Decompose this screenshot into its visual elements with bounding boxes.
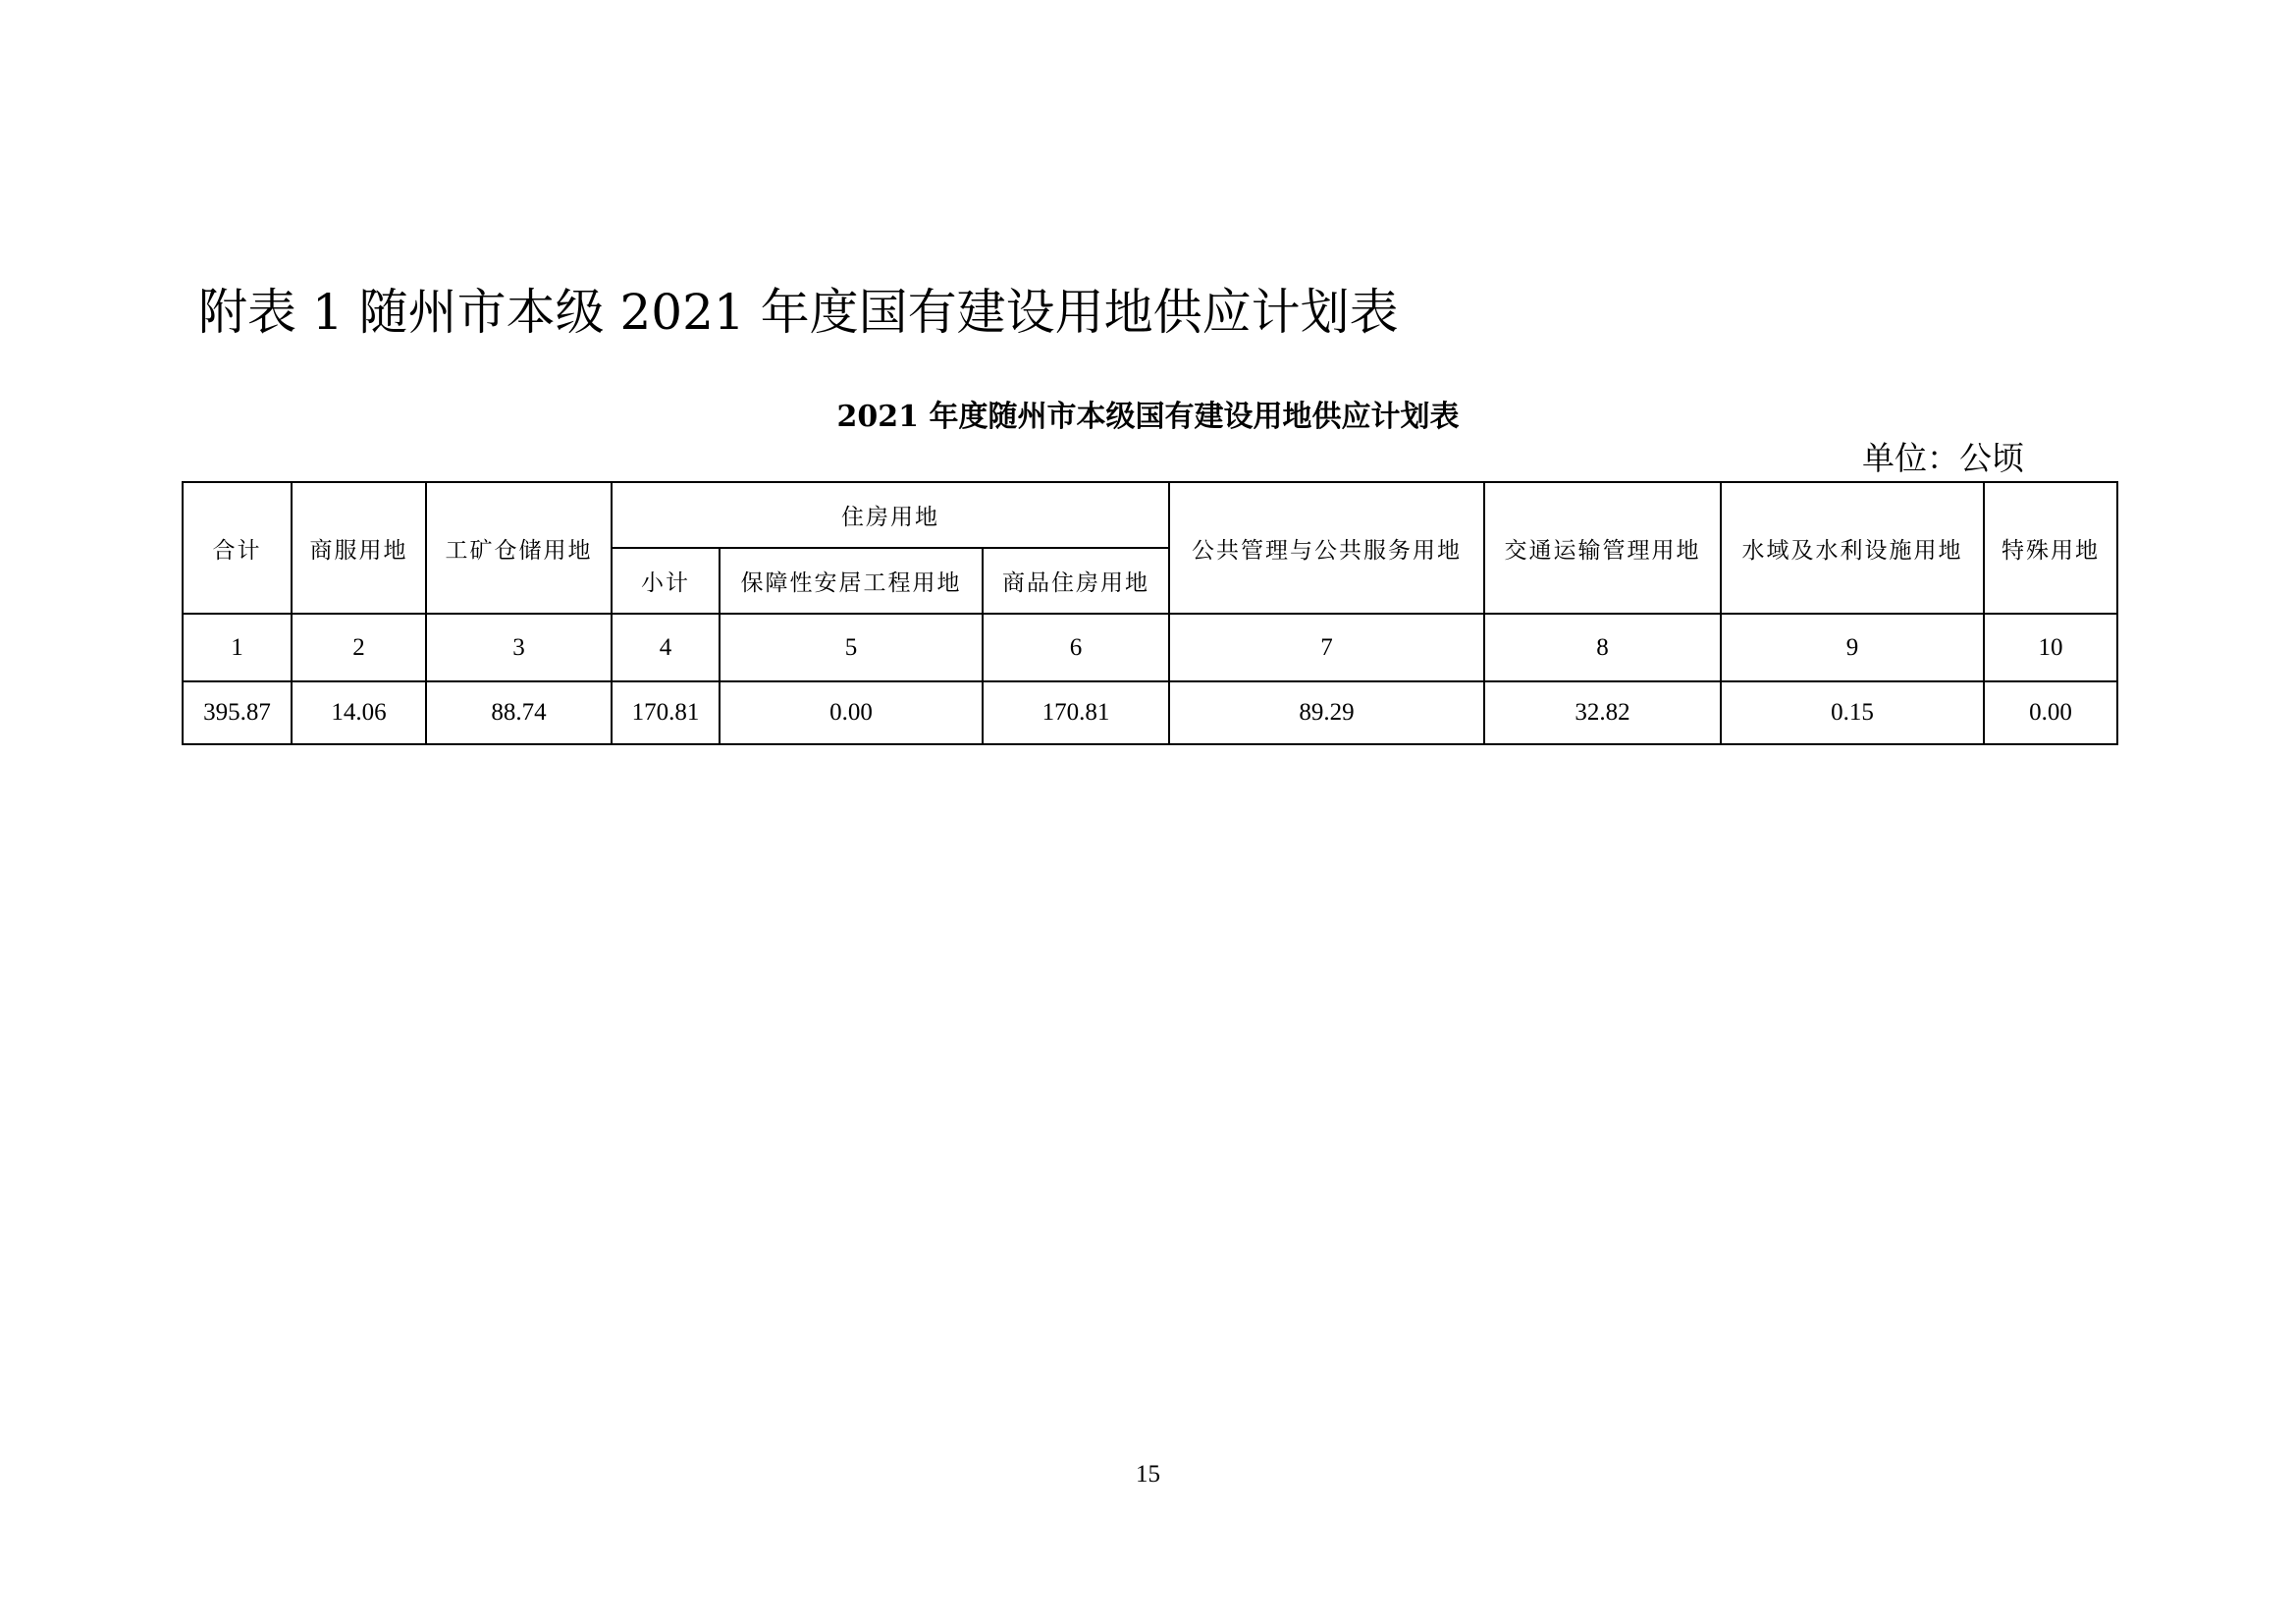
header-total: 合计 (183, 482, 292, 614)
table-index-row (183, 614, 2117, 681)
page-heading: 附表 1 随州市本级 2021 年度国有建设用地供应计划表 (198, 284, 1399, 341)
index-cell: 8 (1484, 614, 1721, 681)
value-special: 0.00 (1984, 681, 2117, 744)
header-housing-commercial: 商品住房用地 (983, 548, 1169, 614)
value-commercial: 14.06 (292, 681, 426, 744)
value-total: 395.87 (183, 681, 292, 744)
value-housing-affordable: 0.00 (720, 681, 983, 744)
index-cell: 7 (1169, 614, 1484, 681)
land-supply-plan-table (182, 481, 2118, 745)
index-cell: 6 (983, 614, 1169, 681)
table-value-row (183, 681, 2117, 744)
header-public-service: 公共管理与公共服务用地 (1169, 482, 1484, 614)
index-cell: 10 (1984, 614, 2117, 681)
value-housing-subtotal: 170.81 (612, 681, 720, 744)
unit-label: 单位：公顷 (1862, 439, 2024, 477)
index-cell: 1 (183, 614, 292, 681)
header-housing-subtotal: 小计 (612, 548, 720, 614)
table-header-row-1 (183, 482, 2117, 548)
index-cell: 5 (720, 614, 983, 681)
index-cell: 3 (426, 614, 612, 681)
value-public-service: 89.29 (1169, 681, 1484, 744)
header-water: 水域及水利设施用地 (1721, 482, 1984, 614)
page-number: 15 (1136, 1461, 1160, 1488)
value-water: 0.15 (1721, 681, 1984, 744)
index-cell: 4 (612, 614, 720, 681)
value-housing-commercial: 170.81 (983, 681, 1169, 744)
header-housing-affordable: 保障性安居工程用地 (720, 548, 983, 614)
index-cell: 9 (1721, 614, 1984, 681)
table-title: 2021 年度随州市本级国有建设用地供应计划表 (836, 400, 1460, 434)
value-transport: 32.82 (1484, 681, 1721, 744)
value-industrial: 88.74 (426, 681, 612, 744)
header-transport: 交通运输管理用地 (1484, 482, 1721, 614)
index-cell: 2 (292, 614, 426, 681)
header-commercial: 商服用地 (292, 482, 426, 614)
header-special: 特殊用地 (1984, 482, 2117, 614)
header-housing: 住房用地 (612, 482, 1169, 548)
header-industrial: 工矿仓储用地 (426, 482, 612, 614)
